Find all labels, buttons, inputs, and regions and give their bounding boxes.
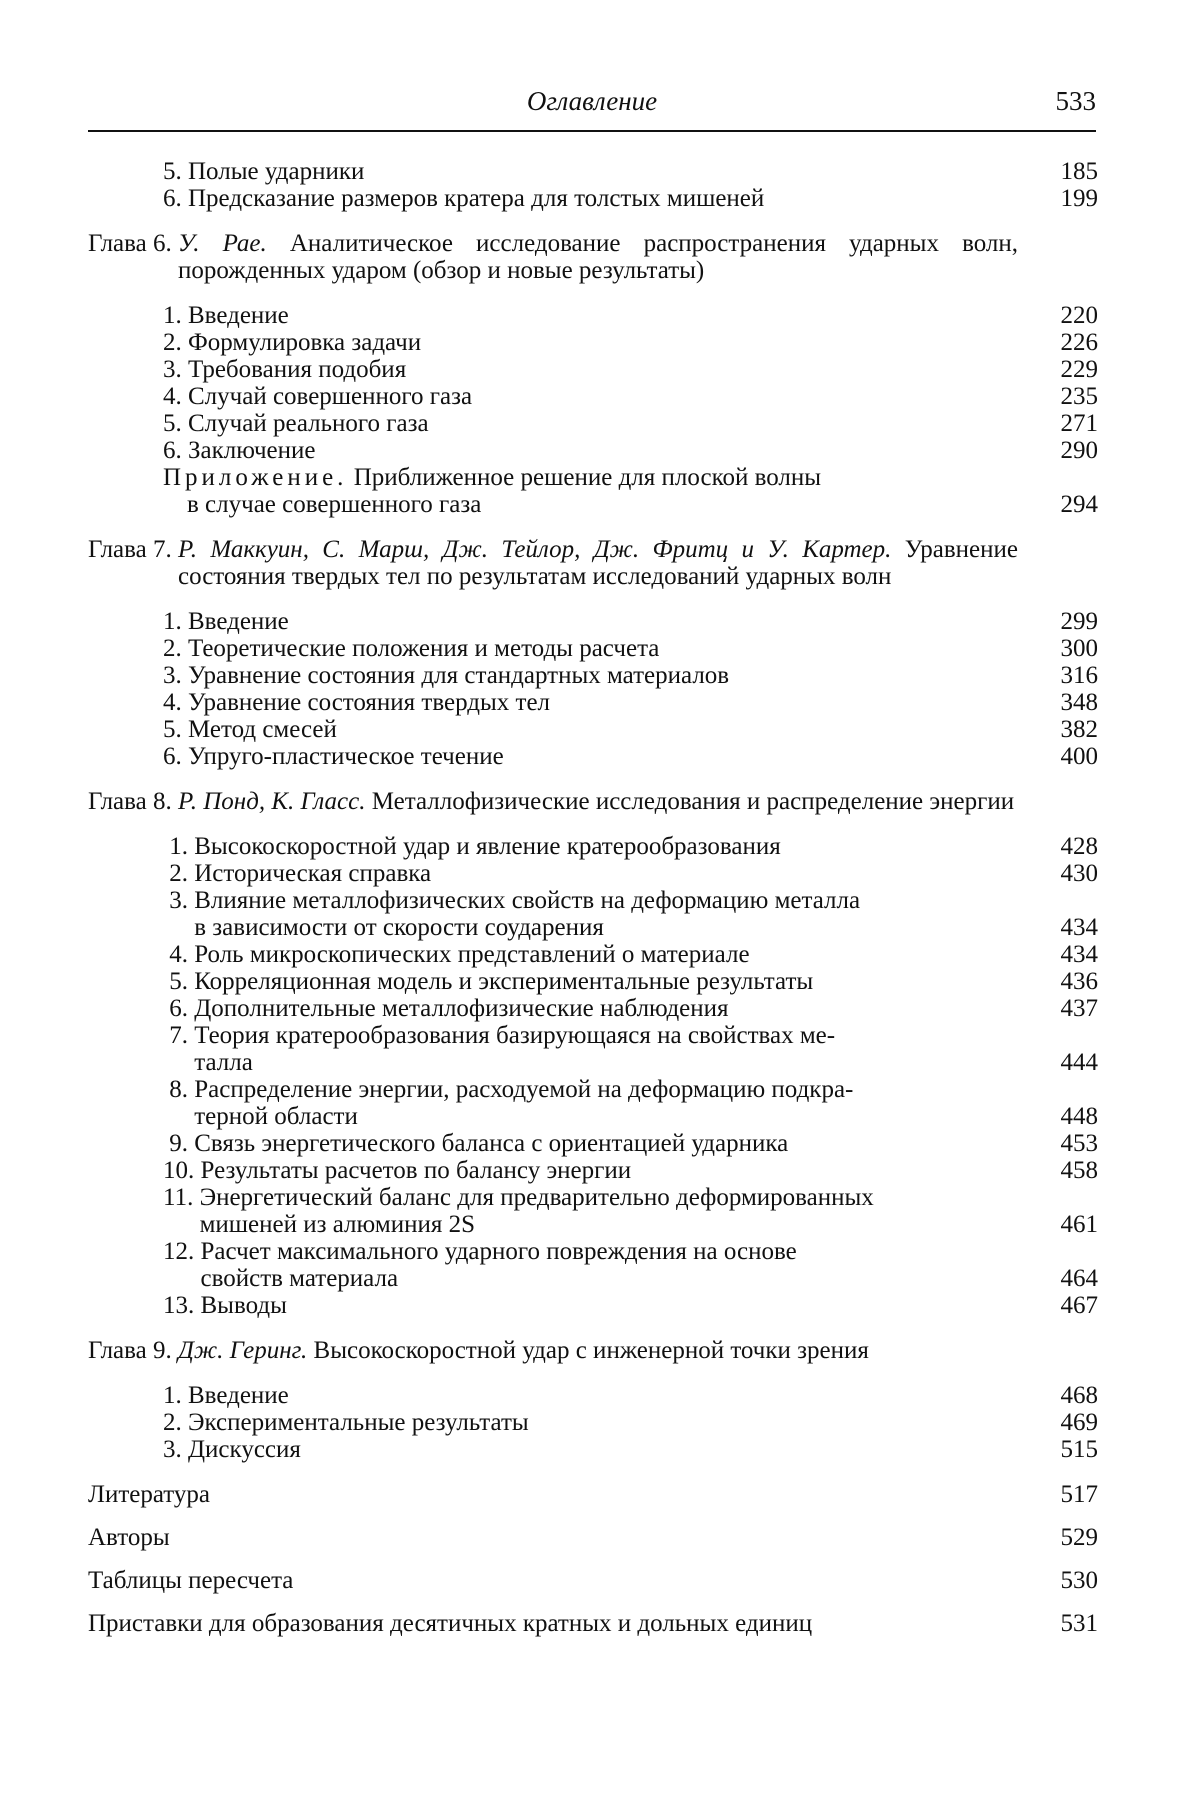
section-title: Метод смесей [188,716,337,743]
toc-entry[interactable] [88,662,1098,689]
section-number: 13. [163,1292,201,1319]
page-number: 517 [1060,1481,1098,1508]
toc-entry[interactable] [88,410,1098,437]
entry-title-wrap [188,743,1028,770]
dot-leader [293,1382,1024,1409]
page-number: 458 [1060,1157,1098,1184]
entry-title-wrap [194,968,1028,995]
page-number: 235 [1060,383,1098,410]
page-number: 436 [1060,968,1098,995]
entry-title-wrap [188,410,1028,437]
section-title: Упруго-пластическое течение [188,743,504,770]
toc-entry[interactable] [88,968,1098,995]
page-number: 434 [1060,941,1098,968]
spacer [88,1508,1098,1524]
section-title: Введение [188,302,289,329]
page-number: 185 [1060,158,1098,185]
toc-entry[interactable] [88,635,1098,662]
header-page-number: 533 [1055,86,1096,116]
entry-title-wrap [194,1130,1028,1157]
toc-entry[interactable] [88,185,1098,212]
dot-leader [635,1157,1024,1184]
dot-leader [476,383,1024,410]
toc-entry[interactable] [88,437,1098,464]
toc-entry[interactable] [88,608,1098,635]
toc-entry[interactable] [88,1292,1098,1319]
appendix-entry[interactable] [88,464,1098,518]
entry-title-wrap [194,941,1028,968]
section-number: 9. [163,1130,195,1157]
entry-title-wrap [200,1211,1028,1238]
section-number: 6. [163,995,195,1022]
page-number: 348 [1060,689,1098,716]
dot-leader [257,1049,1024,1076]
chapter-authors: У. Рае. [177,230,267,257]
section-number: 3. [163,1436,188,1463]
section-number: 2. [163,329,188,356]
dot-leader [320,437,1025,464]
dot-leader [785,833,1024,860]
entry-title-wrap [194,995,1028,1022]
chapter-heading-text [178,788,1098,815]
chapter-5-tail [88,158,1098,212]
entry-title-wrap [201,1292,1029,1319]
toc-entry[interactable] [88,995,1098,1022]
toc-entry[interactable] [88,860,1098,887]
toc-entry[interactable] [88,689,1098,716]
page-number: 467 [1060,1292,1098,1319]
section-title: Предсказание размеров кратера для толстых мишеней [188,185,765,212]
section-number: 6. [163,185,188,212]
dot-leader [554,689,1024,716]
section-title: Случай реального газа [188,410,429,437]
section-title: Теоретические положения и методы расчета [188,635,660,662]
dot-leader [305,1436,1024,1463]
dot-leader [425,329,1024,356]
section-number: 3. [163,887,195,914]
section-title-line: Теория кратерообразования базирующаяся на свойствах ме- [194,1022,836,1049]
page-number: 530 [1060,1567,1098,1594]
dot-leader [754,941,1024,968]
chapter-label: Глава 9. [88,1337,178,1364]
dot-leader [608,914,1024,941]
section-number: 3. [163,662,188,689]
dot-leader [435,860,1024,887]
entry-title-wrap [194,914,1028,941]
page-number: 444 [1060,1049,1098,1076]
dot-leader [362,1103,1024,1130]
entry-title-wrap [88,1481,1028,1508]
dot-leader [792,1130,1024,1157]
page-number: 461 [1060,1211,1098,1238]
toc-entry[interactable] [88,302,1098,329]
page-number: 428 [1060,833,1098,860]
chapter-label: Глава 6. [88,230,178,257]
section-title: Результаты расчетов по балансу энергии [200,1157,632,1184]
page-number: 469 [1060,1409,1098,1436]
entry-title-wrap [88,1567,1028,1594]
section-title-line: Энергетический баланс для предварительно деформированных [199,1184,874,1211]
entry-title-wrap [188,689,1028,716]
toc-entry[interactable] [88,383,1098,410]
section-title: Выводы [200,1292,287,1319]
entry-title-wrap [194,1049,1028,1076]
dot-leader [293,302,1024,329]
entry-title-wrap [188,716,1028,743]
section-number: 1. [163,608,188,635]
toc-entry[interactable] [88,1265,1098,1292]
chapter-8-heading [88,788,1098,815]
section-title: Требования подобия [188,356,407,383]
page-number: 531 [1060,1610,1098,1637]
section-title: Введение [188,608,289,635]
entry-title-wrap [201,1265,1029,1292]
dot-leader [291,1292,1024,1319]
chapter-9-heading [88,1337,1098,1364]
section-number: 5. [163,158,188,185]
section-number: 12. [163,1238,201,1265]
page-number: 529 [1060,1524,1098,1551]
chapter-heading-text [178,230,1098,284]
section-number: 1. [163,302,188,329]
page-number: 434 [1060,914,1098,941]
toc-entry[interactable] [88,833,1098,860]
section-number: 8. [163,1076,195,1103]
dot-leader [768,185,1024,212]
dot-leader [410,356,1024,383]
chapter-label: Глава 8. [88,788,178,815]
dot-leader [817,968,1024,995]
dot-leader [368,158,1024,185]
entry-title-wrap [188,329,1028,356]
section-number: 5. [163,410,188,437]
toc-entry[interactable] [88,1524,1098,1551]
toc-entry-line [88,1022,1098,1049]
entry-title-wrap [88,1524,1028,1551]
appendix-title-line2: в случае совершенного газа [187,491,482,518]
dot-leader [479,1211,1024,1238]
toc-entry[interactable] [88,1049,1098,1076]
section-title: в зависимости от скорости соударения [194,914,604,941]
entry-title-wrap [201,1157,1029,1184]
running-header [88,86,1096,132]
page-number: 271 [1060,410,1098,437]
page-number: 468 [1060,1382,1098,1409]
page-number: 226 [1060,329,1098,356]
section-number: 2. [163,860,195,887]
section-number: 2. [163,1409,188,1436]
section-title: Уравнение состояния для стандартных материалов [188,662,730,689]
section-title: терной области [194,1103,358,1130]
section-number: 4. [163,941,195,968]
dot-leader [533,1409,1024,1436]
section-title: Авторы [88,1524,170,1551]
page-number: 430 [1060,860,1098,887]
table-of-contents [88,158,1098,1637]
entry-title-wrap [188,662,1028,689]
section-title: Таблицы пересчета [88,1567,294,1594]
toc-entry[interactable] [88,743,1098,770]
toc-entry[interactable] [88,1382,1098,1409]
dot-leader [341,716,1024,743]
chapter-title: Аналитическое исследование распространения ударных волн, порожденных ударом (обзор и новые результаты) [177,230,1018,284]
toc-entry[interactable] [88,356,1098,383]
dot-leader [402,1265,1024,1292]
dot-leader [485,491,1024,518]
entry-title-wrap [188,1382,1028,1409]
section-title: Экспериментальные результаты [188,1409,529,1436]
page-number: 453 [1060,1130,1098,1157]
entry-title-wrap [188,185,1028,212]
toc-entry[interactable] [88,941,1098,968]
dot-leader [433,410,1024,437]
dot-leader [174,1524,1024,1551]
page-number: 382 [1060,716,1098,743]
section-title-line: Влияние металлофизических свойств на деформацию металла [194,887,861,914]
dot-leader [816,1610,1024,1637]
dot-leader [733,995,1024,1022]
section-title: Высокоскоростной удар и явление кратерообразования [194,833,781,860]
section-number: 5. [163,968,195,995]
toc-entry[interactable] [88,914,1098,941]
entry-title-wrap [188,1409,1028,1436]
page-number: 316 [1060,662,1098,689]
appendix-page-number: 294 [1060,491,1098,518]
entry-title-wrap [188,356,1028,383]
entry-title-wrap [194,1103,1028,1130]
section-title: Связь энергетического баланса с ориентацией ударника [194,1130,789,1157]
section-title: Уравнение состояния твердых тел [188,689,551,716]
section-title-line: Расчет максимального ударного повреждения на основе [200,1238,797,1265]
toc-entry[interactable] [88,158,1098,185]
chapter-7-sections [88,608,1098,770]
chapter-heading-text [178,536,1098,590]
spacer [88,1551,1098,1567]
chapter-9-sections [88,1382,1098,1463]
section-number: 7. [163,1022,195,1049]
entry-title-wrap [188,1436,1028,1463]
section-number: 1. [163,833,195,860]
section-title: талла [194,1049,253,1076]
section-title: Заключение [188,437,316,464]
section-title: Формулировка задачи [188,329,422,356]
entry-title-wrap [188,437,1028,464]
page-number: 229 [1060,356,1098,383]
section-number: 5. [163,716,188,743]
entry-title-wrap [194,860,1028,887]
section-number: 1. [163,1382,188,1409]
section-number: 10. [163,1157,201,1184]
page-number: 220 [1060,302,1098,329]
section-title: Введение [188,1382,289,1409]
entry-title-wrap [188,383,1028,410]
entry-title-wrap [188,158,1028,185]
chapter-8-sections [88,833,1098,1319]
section-number: 2. [163,635,188,662]
dot-leader [297,1567,1024,1594]
section-title: свойств материала [200,1265,399,1292]
page-number: 400 [1060,743,1098,770]
chapter-authors: Дж. Геринг. [177,1337,308,1364]
toc-entry[interactable] [88,716,1098,743]
toc-entry-line [88,887,1098,914]
toc-entry[interactable] [88,1103,1098,1130]
appendix-title-line1: Приближенное решение для плоской волны [347,464,822,491]
chapter-title: Металлофизические исследования и распределение энергии [365,788,1015,815]
section-title: мишеней из алюминия 2S [199,1211,475,1238]
section-number: 6. [163,437,188,464]
section-title: Корреляционная модель и экспериментальные результаты [194,968,814,995]
spacer [88,1594,1098,1610]
section-title: Дополнительные металлофизические наблюдения [194,995,729,1022]
section-title: Приставки для образования десятичных кратных и дольных единиц [88,1610,813,1637]
chapter-label: Глава 7. [88,536,178,563]
toc-entry[interactable] [88,329,1098,356]
section-title: Полые ударники [188,158,365,185]
section-number: 6. [163,743,188,770]
chapter-authors: Р. Понд, К. Гласс. [177,788,366,815]
toc-entry[interactable] [88,1610,1098,1637]
dot-leader [663,635,1024,662]
toc-entry[interactable] [88,1567,1098,1594]
chapter-heading-text [178,1337,1098,1364]
chapter-6-heading [88,230,1098,284]
entry-title-wrap [188,608,1028,635]
page-number: 290 [1060,437,1098,464]
page-number: 199 [1060,185,1098,212]
section-number: 4. [163,689,188,716]
chapter-7-heading [88,536,1098,590]
page-number: 437 [1060,995,1098,1022]
page-number: 448 [1060,1103,1098,1130]
chapter-title: Уравнение состояния твердых тел по результатам исследований ударных волн [177,536,1018,590]
section-title-line: Распределение энергии, расходуемой на деформацию подкра- [194,1076,854,1103]
toc-entry[interactable] [88,1211,1098,1238]
entry-title-wrap [188,302,1028,329]
section-number: 11. [163,1184,200,1211]
page-number: 515 [1060,1436,1098,1463]
appendix-label: Приложение. [163,464,348,491]
page-number: 299 [1060,608,1098,635]
dot-leader [214,1481,1024,1508]
toc-entry-line [88,1184,1098,1211]
page-number: 300 [1060,635,1098,662]
page-number: 464 [1060,1265,1098,1292]
chapter-authors: Р. Маккуин, С. Марш, Дж. Тейлор, Дж. Фритц и У. Картер. [177,536,892,563]
toc-entry-line [88,1238,1098,1265]
toc-entry-line [88,1076,1098,1103]
chapter-6-sections [88,302,1098,464]
toc-entry[interactable] [88,1481,1098,1508]
section-title: Историческая справка [194,860,432,887]
section-title: Роль микроскопических представлений о материале [194,941,750,968]
section-number: 4. [163,383,188,410]
header-title: Оглавление [526,86,658,116]
entry-title-wrap [188,635,1028,662]
section-title: Дискуссия [188,1436,301,1463]
toc-entry[interactable] [88,1436,1098,1463]
dot-leader [293,608,1024,635]
toc-entry[interactable] [88,1409,1098,1436]
toc-entry[interactable] [88,1157,1098,1184]
dot-leader [733,662,1024,689]
chapter-title: Высокоскоростной удар с инженерной точки зрения [307,1337,869,1364]
entry-title-wrap [194,833,1028,860]
appendix-title-wrap [187,491,1028,518]
dot-leader [508,743,1024,770]
section-number: 3. [163,356,188,383]
toc-entry[interactable] [88,1130,1098,1157]
back-matter [88,1481,1098,1637]
section-title: Случай совершенного газа [188,383,473,410]
entry-title-wrap [88,1610,1028,1637]
section-title: Литература [88,1481,210,1508]
